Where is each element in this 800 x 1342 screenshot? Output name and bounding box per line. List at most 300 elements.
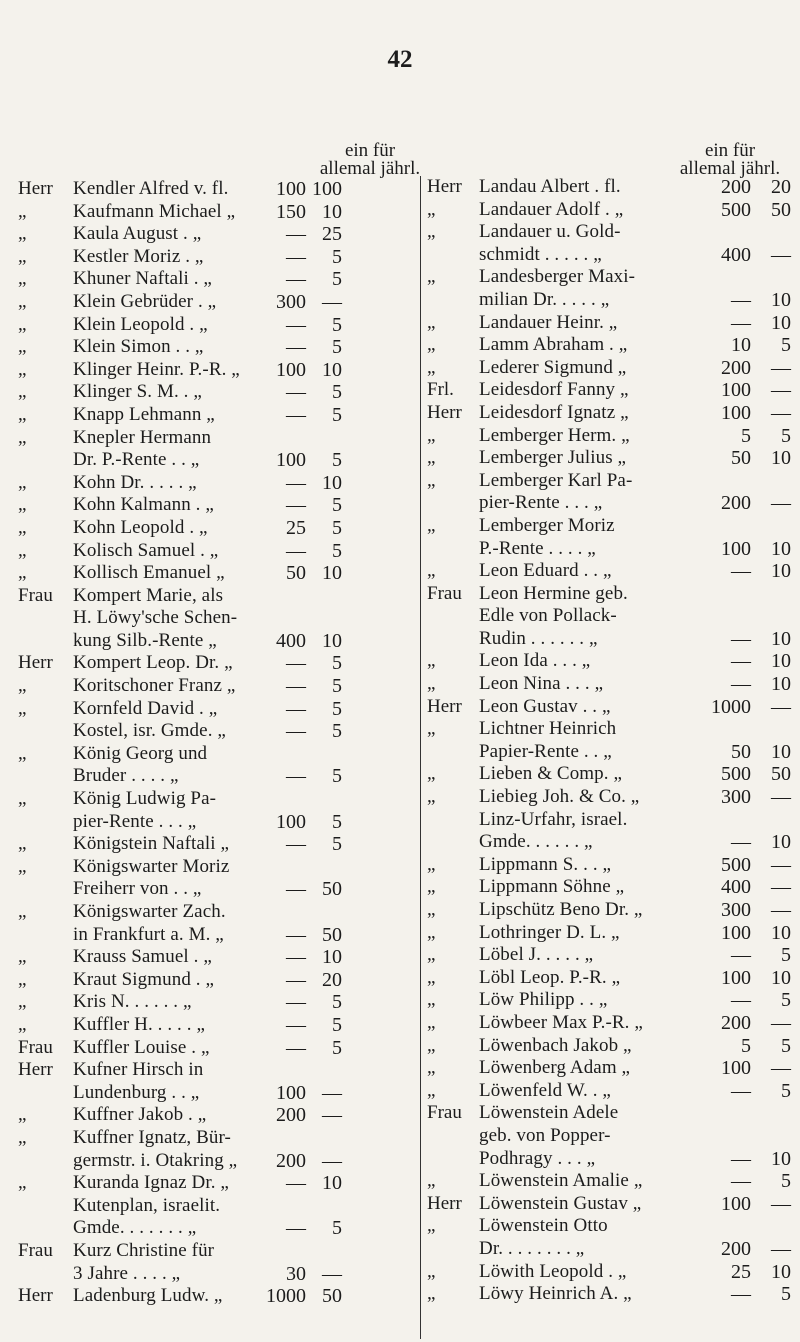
donor-title: „ xyxy=(18,403,27,425)
donor-title: „ xyxy=(18,946,27,968)
donor-name: Linz-Urfahr, israel. xyxy=(479,808,628,830)
donor-name: Löwbeer Max P.-R. „ xyxy=(479,1011,643,1033)
donor-title: „ xyxy=(18,742,27,764)
amount-once: 1000 xyxy=(266,1285,306,1308)
donor-title: „ xyxy=(18,381,27,403)
donor-title: Herr xyxy=(18,652,53,674)
amount-yearly: 5 xyxy=(332,245,342,268)
amount-yearly: 10 xyxy=(771,831,791,854)
donor-row xyxy=(421,1215,795,1238)
donor-title: „ xyxy=(427,198,436,220)
donor-name: Löwenstein Gustav „ xyxy=(479,1192,642,1214)
donor-title: „ xyxy=(427,899,436,920)
amount-once: — xyxy=(286,471,306,494)
donor-name: Kuffner Ignatz, Bür- xyxy=(73,1126,231,1148)
amount-yearly: 10 xyxy=(322,562,342,585)
donor-name: Löwenberg Adam „ xyxy=(479,1057,631,1079)
donor-title: Frau xyxy=(18,1239,53,1261)
amount-yearly: — xyxy=(771,356,791,379)
amount-once: — xyxy=(286,946,306,969)
donor-name: Kaula August . „ xyxy=(73,223,202,245)
donor-title: Herr xyxy=(427,695,462,717)
donor-title: „ xyxy=(18,223,27,245)
amount-yearly: 5 xyxy=(332,765,342,788)
amount-yearly: 5 xyxy=(332,381,342,404)
donor-name: Knapp Lehmann „ xyxy=(73,403,215,425)
donor-name: pier-Rente . . . „ xyxy=(73,810,197,832)
donor-row xyxy=(421,831,795,854)
amount-yearly: — xyxy=(771,899,791,921)
donor-row xyxy=(18,336,388,359)
donor-row xyxy=(18,924,388,947)
amount-once: 300 xyxy=(276,290,306,313)
donor-title: Frl. xyxy=(427,379,454,401)
donor-name: Leon Ida . . . „ xyxy=(479,650,591,672)
donor-row xyxy=(421,718,795,741)
donor-row xyxy=(18,517,388,540)
donor-name: Königswarter Moriz xyxy=(73,855,230,877)
donor-row xyxy=(421,763,795,786)
donor-row xyxy=(421,605,795,628)
amount-once: — xyxy=(286,675,306,698)
amount-yearly: 10 xyxy=(771,311,791,334)
donor-row xyxy=(421,560,795,583)
donor-name: Landauer u. Gold- xyxy=(479,221,621,243)
donor-row xyxy=(18,652,388,675)
donor-title: „ xyxy=(427,989,436,1011)
amount-once: 200 xyxy=(721,1011,751,1034)
amount-yearly: — xyxy=(322,1149,342,1172)
donor-name: Königswarter Zach. xyxy=(73,901,226,922)
donor-name: schmidt . . . . . „ xyxy=(479,243,602,265)
donor-title: „ xyxy=(18,290,27,312)
donor-row xyxy=(421,402,795,425)
donor-row xyxy=(421,334,795,357)
donor-row xyxy=(18,562,388,585)
amount-yearly: 10 xyxy=(771,447,791,470)
donor-name: Königstein Naftali „ xyxy=(73,833,230,855)
amount-once: — xyxy=(286,313,306,336)
donor-title: „ xyxy=(427,1057,436,1079)
donor-title: „ xyxy=(427,266,436,288)
donor-name: König Ludwig Pa- xyxy=(73,788,217,810)
donor-row xyxy=(18,223,388,246)
amount-yearly: 5 xyxy=(332,516,342,539)
amount-once: — xyxy=(286,697,306,720)
donor-name: Landesberger Maxi- xyxy=(479,266,636,288)
donor-row xyxy=(18,675,388,698)
amount-yearly: 5 xyxy=(781,424,791,447)
donor-row xyxy=(18,472,388,495)
donor-row xyxy=(421,854,795,877)
donor-name: Löwenstein Otto xyxy=(479,1215,608,1237)
amount-yearly: — xyxy=(771,379,791,402)
donor-row xyxy=(421,470,795,493)
donor-title: „ xyxy=(427,424,436,446)
amount-once: — xyxy=(731,650,751,673)
donor-row xyxy=(18,743,388,766)
right-header-line2: allemal jährl. xyxy=(679,158,781,179)
amount-once: 100 xyxy=(721,401,751,424)
donor-row xyxy=(18,1127,388,1150)
right-header-line1: ein für xyxy=(704,140,756,161)
donor-name: Löbl Leop. P.-R. „ xyxy=(479,966,621,988)
amount-yearly: — xyxy=(771,1057,791,1080)
amount-yearly: — xyxy=(771,853,791,876)
amount-yearly: 10 xyxy=(322,1172,342,1195)
donor-row xyxy=(18,1037,388,1060)
donor-name: Bruder . . . . „ xyxy=(73,765,179,787)
donor-name: Leidesdorf Ignatz „ xyxy=(479,401,629,423)
donor-title: Frau xyxy=(18,1036,53,1058)
donor-row xyxy=(18,1082,388,1105)
amount-yearly: 10 xyxy=(771,560,791,583)
donor-name: Knepler Hermann xyxy=(73,426,212,448)
donor-name: Kuranda Ignaz Dr. „ xyxy=(73,1172,229,1194)
amount-once: 150 xyxy=(276,200,306,223)
amount-yearly: 5 xyxy=(332,652,342,675)
donor-name: in Frankfurt a. M. „ xyxy=(73,923,224,945)
donor-name: Kuffler Louise . „ xyxy=(73,1036,210,1058)
amount-once: — xyxy=(286,878,306,901)
donor-name: Krauss Samuel . „ xyxy=(73,946,212,968)
left-header-line1: ein für xyxy=(344,140,396,161)
donor-name: Lamm Abraham . „ xyxy=(479,334,628,356)
amount-once: 500 xyxy=(721,763,751,786)
amount-yearly: 5 xyxy=(781,1079,791,1102)
donor-name: Dr. P.-Rente . . „ xyxy=(73,449,200,471)
donor-row xyxy=(18,268,388,291)
amount-once: — xyxy=(731,288,751,311)
donor-title: „ xyxy=(18,697,27,719)
amount-once: — xyxy=(286,1013,306,1036)
amount-once: 100 xyxy=(276,449,306,472)
donor-name: Koritschoner Franz „ xyxy=(73,675,236,697)
donor-name: Löw Philipp . . „ xyxy=(479,989,608,1011)
donor-name: Lemberger Julius „ xyxy=(479,447,627,469)
donor-row xyxy=(421,176,795,199)
amount-once: 500 xyxy=(721,853,751,876)
amount-once: — xyxy=(731,627,751,650)
donor-name: Lundenburg . . „ xyxy=(73,1081,200,1103)
donor-title: „ xyxy=(18,788,27,810)
donor-name: Ladenburg Ludw. „ xyxy=(73,1285,223,1307)
amount-once: 400 xyxy=(276,629,306,652)
donor-name: geb. von Popper- xyxy=(479,1124,611,1146)
donor-name: Kollisch Emanuel „ xyxy=(73,562,225,584)
amount-once: 100 xyxy=(276,1081,306,1104)
donor-row xyxy=(421,244,795,267)
amount-once: 25 xyxy=(731,1260,751,1283)
donor-name: pier-Rente . . . „ xyxy=(479,492,603,514)
donor-title: „ xyxy=(18,200,27,222)
donor-name: Kufner Hirsch in xyxy=(73,1059,204,1081)
donor-row xyxy=(421,379,795,402)
amount-once: 200 xyxy=(721,356,751,379)
donor-name: Lothringer D. L. „ xyxy=(479,921,620,943)
donor-row xyxy=(421,583,795,606)
donor-title: „ xyxy=(18,1013,27,1035)
donor-row xyxy=(421,492,795,515)
donor-row xyxy=(421,922,795,945)
donor-title: „ xyxy=(18,471,27,493)
donor-row xyxy=(18,856,388,879)
amount-yearly: 5 xyxy=(332,991,342,1014)
amount-yearly: 5 xyxy=(332,403,342,426)
donor-title: „ xyxy=(427,469,436,491)
donor-row xyxy=(18,314,388,337)
amount-yearly: 10 xyxy=(771,288,791,311)
donor-row xyxy=(421,538,795,561)
donor-name: Kutenplan, israelit. xyxy=(73,1194,221,1216)
donor-title: „ xyxy=(427,650,436,672)
donor-name: Löwenstein Amalie „ xyxy=(479,1170,643,1192)
amount-once: 100 xyxy=(276,810,306,833)
amount-yearly: 10 xyxy=(322,471,342,494)
amount-once: — xyxy=(286,223,306,246)
donor-row xyxy=(18,585,388,608)
amount-yearly: 50 xyxy=(771,763,791,786)
amount-yearly: 5 xyxy=(332,1013,342,1036)
amount-once: 100 xyxy=(721,379,751,402)
donor-title: „ xyxy=(18,336,27,358)
donor-name: Landau Albert . fl. xyxy=(479,176,621,197)
amount-once: — xyxy=(286,403,306,426)
amount-yearly: 5 xyxy=(332,833,342,856)
donor-row xyxy=(421,1057,795,1080)
donor-title: „ xyxy=(427,311,436,333)
amount-once: 100 xyxy=(721,1057,751,1080)
donor-name: Klinger Heinr. P.-R. „ xyxy=(73,358,240,380)
amount-yearly: 5 xyxy=(332,675,342,698)
amount-once: 100 xyxy=(721,1192,751,1215)
amount-yearly: 10 xyxy=(322,358,342,381)
amount-once: — xyxy=(731,560,751,583)
donor-name: Löwy Heinrich A. „ xyxy=(479,1283,632,1305)
donor-row xyxy=(421,199,795,222)
donor-title: „ xyxy=(18,313,27,335)
donor-title: „ xyxy=(427,1215,436,1237)
amount-yearly: 10 xyxy=(322,946,342,969)
donor-row xyxy=(18,291,388,314)
amount-yearly: — xyxy=(322,290,342,313)
amount-once: 25 xyxy=(286,516,306,539)
donor-row xyxy=(421,944,795,967)
amount-once: 50 xyxy=(731,447,751,470)
donor-title: „ xyxy=(18,833,27,855)
amount-yearly: — xyxy=(771,695,791,718)
amount-yearly: 5 xyxy=(781,1283,791,1306)
page-number: 42 xyxy=(387,46,413,73)
amount-yearly: 20 xyxy=(771,176,791,198)
donor-row xyxy=(421,809,795,832)
amount-once: 500 xyxy=(721,198,751,221)
donor-name: Kohn Dr. . . . . „ xyxy=(73,471,197,493)
donor-name: Klinger S. M. . „ xyxy=(73,381,202,403)
amount-yearly: 5 xyxy=(781,1034,791,1057)
amount-once: — xyxy=(286,1036,306,1059)
amount-once: — xyxy=(286,268,306,291)
donor-title: „ xyxy=(427,763,436,785)
donor-name: Löwenbach Jakob „ xyxy=(479,1034,632,1056)
donor-row xyxy=(18,969,388,992)
amount-yearly: — xyxy=(771,1011,791,1034)
donor-title: „ xyxy=(427,1170,436,1192)
donor-row xyxy=(421,989,795,1012)
amount-yearly: 5 xyxy=(781,944,791,967)
amount-once: — xyxy=(731,831,751,854)
donor-name: kung Silb.-Rente „ xyxy=(73,629,217,651)
amount-once: 300 xyxy=(721,899,751,921)
amount-once: 400 xyxy=(721,876,751,899)
amount-once: — xyxy=(286,833,306,856)
donor-name: Lichtner Heinrich xyxy=(479,718,617,740)
donor-name: Kraut Sigmund . „ xyxy=(73,968,215,990)
donor-row xyxy=(18,540,388,563)
donor-title: „ xyxy=(427,1260,436,1282)
amount-once: 200 xyxy=(721,492,751,515)
donor-row xyxy=(421,1261,795,1284)
donor-name: milian Dr. . . . . „ xyxy=(479,288,610,310)
donor-title: „ xyxy=(427,514,436,536)
donor-name: Papier-Rente . . „ xyxy=(479,740,612,762)
amount-yearly: 100 xyxy=(312,178,342,200)
amount-yearly: — xyxy=(771,1192,791,1215)
donor-title: Frau xyxy=(427,582,462,604)
amount-once: — xyxy=(286,494,306,517)
donor-row xyxy=(421,1080,795,1103)
amount-yearly: — xyxy=(322,1081,342,1104)
donor-name: Gmde. . . . . . „ xyxy=(479,831,593,853)
donor-row xyxy=(18,381,388,404)
donor-name: Dr. . . . . . . . „ xyxy=(479,1237,585,1259)
donor-name: H. Löwy'sche Schen- xyxy=(73,607,238,629)
donor-name: Kornfeld David . „ xyxy=(73,697,218,719)
donor-row xyxy=(18,1014,388,1037)
amount-once: 50 xyxy=(286,562,306,585)
amount-yearly: 10 xyxy=(771,966,791,989)
donor-row xyxy=(18,1195,388,1218)
left-column xyxy=(18,178,388,1308)
amount-once: 200 xyxy=(721,1237,751,1260)
amount-yearly: 10 xyxy=(771,673,791,696)
amount-yearly: 25 xyxy=(322,223,342,246)
donor-row xyxy=(421,876,795,899)
donor-name: Kohn Leopold . „ xyxy=(73,516,208,538)
donor-row xyxy=(421,357,795,380)
donor-title: „ xyxy=(18,1104,27,1126)
amount-yearly: 50 xyxy=(322,1285,342,1308)
amount-yearly: — xyxy=(771,786,791,809)
donor-title: Herr xyxy=(427,176,462,197)
amount-yearly: 5 xyxy=(332,494,342,517)
donor-row xyxy=(421,786,795,809)
donor-title: „ xyxy=(427,1034,436,1056)
donor-name: Lemberger Karl Pa- xyxy=(479,469,633,491)
donor-name: Lederer Sigmund „ xyxy=(479,356,627,378)
donor-name: Rudin . . . . . . „ xyxy=(479,627,598,649)
right-column xyxy=(420,176,795,1339)
amount-once: — xyxy=(286,923,306,946)
donor-name: Leon Nina . . . „ xyxy=(479,673,604,695)
donor-name: Kaufmann Michael „ xyxy=(73,200,236,222)
donor-row xyxy=(18,1150,388,1173)
amount-yearly: 5 xyxy=(332,1217,342,1240)
donor-name: Leon Eduard . . „ xyxy=(479,560,612,582)
donor-name: Leon Gustav . . „ xyxy=(479,695,611,717)
donor-row xyxy=(18,1104,388,1127)
donor-title: Herr xyxy=(18,1285,53,1307)
donor-title: „ xyxy=(18,855,27,877)
amount-yearly: 5 xyxy=(332,539,342,562)
amount-once: — xyxy=(731,944,751,967)
amount-once: 1000 xyxy=(711,695,751,718)
donor-row xyxy=(421,1035,795,1058)
donor-title: „ xyxy=(427,447,436,469)
amount-once: — xyxy=(286,381,306,404)
donor-name: Leon Hermine geb. xyxy=(479,582,628,604)
donor-row xyxy=(18,1217,388,1240)
donor-row xyxy=(18,1240,388,1263)
donor-row xyxy=(18,991,388,1014)
amount-once: 5 xyxy=(741,424,751,447)
amount-once: 100 xyxy=(276,358,306,381)
amount-once: — xyxy=(286,652,306,675)
amount-yearly: 20 xyxy=(322,968,342,991)
amount-once: — xyxy=(731,1283,751,1306)
donor-row xyxy=(18,246,388,269)
amount-once: — xyxy=(731,1170,751,1193)
amount-once: — xyxy=(286,1217,306,1240)
donor-name: Landauer Adolf . „ xyxy=(479,198,624,220)
donor-name: Kuffler H. . . . . „ xyxy=(73,1013,205,1035)
donor-name: Lippmann Söhne „ xyxy=(479,876,625,898)
donor-row xyxy=(421,1283,795,1306)
amount-yearly: 5 xyxy=(332,810,342,833)
donor-name: Löbel J. . . . . „ xyxy=(479,944,594,966)
donor-title: „ xyxy=(18,1126,27,1148)
amount-yearly: 5 xyxy=(781,989,791,1012)
donor-name: germstr. i. Otakring „ xyxy=(73,1149,238,1171)
donor-title: „ xyxy=(427,921,436,943)
donor-row xyxy=(421,1148,795,1171)
donor-title: „ xyxy=(18,516,27,538)
donor-title: „ xyxy=(18,968,27,990)
donor-row xyxy=(421,628,795,651)
donor-name: Lippmann S. . . „ xyxy=(479,853,612,875)
amount-once: 5 xyxy=(741,1034,751,1057)
amount-yearly: 5 xyxy=(332,1036,342,1059)
donor-name: Kestler Moriz . „ xyxy=(73,245,204,267)
donor-row xyxy=(421,1102,795,1125)
donor-row xyxy=(18,878,388,901)
donor-row xyxy=(18,1172,388,1195)
donor-name: Klein Gebrüder . „ xyxy=(73,290,217,312)
donor-title: „ xyxy=(427,718,436,740)
donor-title: „ xyxy=(18,991,27,1013)
donor-title: „ xyxy=(427,786,436,808)
amount-once: 100 xyxy=(721,966,751,989)
amount-once: — xyxy=(286,991,306,1014)
donor-row xyxy=(18,1263,388,1286)
donor-row xyxy=(18,946,388,969)
donor-name: Kuffner Jakob . „ xyxy=(73,1104,207,1126)
donor-row xyxy=(421,1125,795,1148)
donor-name: König Georg und xyxy=(73,742,208,764)
donor-row xyxy=(18,494,388,517)
donor-name: Kolisch Samuel . „ xyxy=(73,539,219,561)
donor-name: Löwith Leopold . „ xyxy=(479,1260,627,1282)
